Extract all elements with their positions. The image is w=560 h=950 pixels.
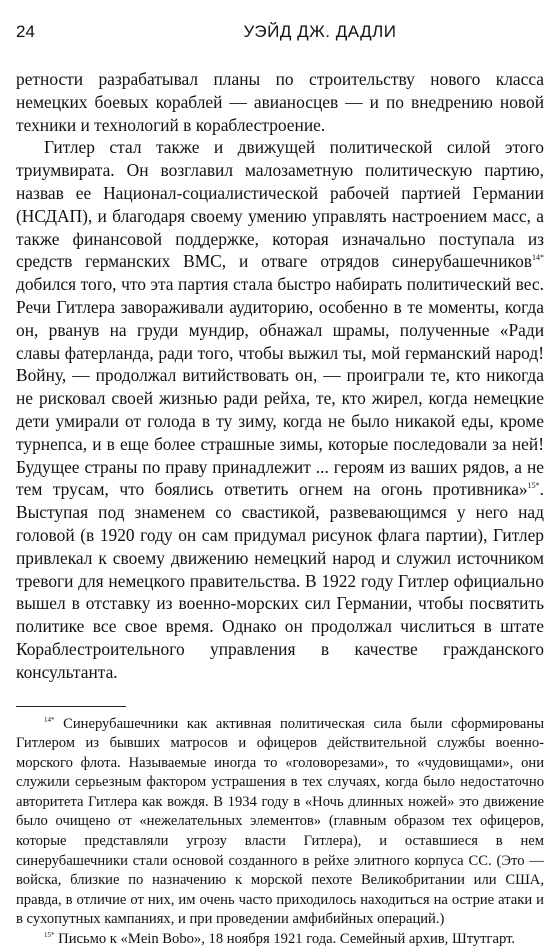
paragraph-2-text-b: добился того, что эта партия стала быстро набирать политический вес. Речи Гитлера завораживали аудиторию, особенно в те моменты, когда он, рванув на груди мундир, обнажал шрамы, полученные «Ради славы фатерланда, ради того, чтобы выжил ты, мой германский народ! Войну, — продолжал витийствовать он, — проиграли те, кто никогда не рисковал своей жизнью ради рейха, те, кто жирел, когда немецкие дети умирали от голода в ту зиму, когда не было никакой еды, кроме турнепса, и в еще более страшные зимы, которые последовали за ней! Будущее страны по праву принадлежит ... героям из ваших рядов, а не тем трусам, что боялись ответить огнем на огонь противника» — [16, 274, 544, 500]
paragraph-1-text: ретности разрабатывал планы по строительству нового класса немецких боевых кораблей — авианосцев — и по внедрению новой техники и технологий в кораблестроение. — [16, 69, 544, 135]
paragraph-2-text-c: . Выступая под знаменем со свастикой, развевающимся у него над головой (в 1920 году он сам придумал рисунок флага партии), Гитлер привлекал к своему движению немецкий народ и служил источником тревоги для немецкого правительства. В 1922 году Гитлер официально вышел в отставку из военно-морских сил Германии, чтобы посвятить политике все свое время. Однако он продолжал числиться в штате Кораблестроительного управления в качестве гражданского консультанта. — [16, 479, 544, 682]
main-text — [16, 68, 544, 684]
footnote-15 — [16, 930, 544, 950]
footnote-ref-15[interactable]: 15* — [527, 481, 540, 491]
paragraph-2 — [16, 136, 544, 683]
footnote-ref-14[interactable]: 14* — [532, 253, 544, 263]
footnote-divider — [16, 706, 126, 707]
footnote-14-text: Синерубашечники как активная политическая сила были сформированы Гитлером из бывших матросов и офицеров действительной службы военно-морского флота. Называемые иногда то «головорезами», то «чудовищами», они служили серьезным фактором устрашения в тех случаях, когда было недостаточно авторитета Гитлера как вождя. В 1934 году в «Ночь длинных ножей» это движение было очищено от «нежелательных элементов» (главным образом тех офицеров, которые представляли угрозу власти Гитлера), и оставшиеся в нем синерубашечники стали основой созданного в рейхе элитного корпуса СС. (Это — войска, близкие по назначению к морской пехоте Великобритании или США, правда, в отличие от них, им очень часто приходилось находиться на острие атаки и в сухопутных кампаниях, и при проведении амфибийных операций.) — [16, 715, 544, 928]
footnote-14 — [16, 715, 544, 931]
footnote-15-text: Письмо к «Mein Bobo», 18 ноября 1921 года. Семейный архив, Штутгарт. — [54, 931, 516, 948]
page-header — [16, 22, 544, 52]
page-number: 24 — [16, 22, 35, 41]
paragraph-2-text-a: Гитлер стал также и движущей политической силой этого триумвирата. Он возглавил малозаметную политическую партию, назвав ее Национал-социалистической рабочей партией Германии (НСДАП), и благодаря своему умению управлять настроением масс, а также финансовой поддержке, которая изначально поступала из средств германских ВМС, и отваге отрядов синерубашечников — [16, 137, 544, 272]
footnote-14-mark: 14* — [44, 715, 55, 724]
footnotes — [16, 715, 544, 950]
book-page — [16, 22, 544, 950]
footnote-15-mark: 15* — [44, 931, 55, 940]
paragraph-1 — [16, 68, 544, 136]
running-head: УЭЙД ДЖ. ДАДЛИ — [243, 22, 397, 41]
